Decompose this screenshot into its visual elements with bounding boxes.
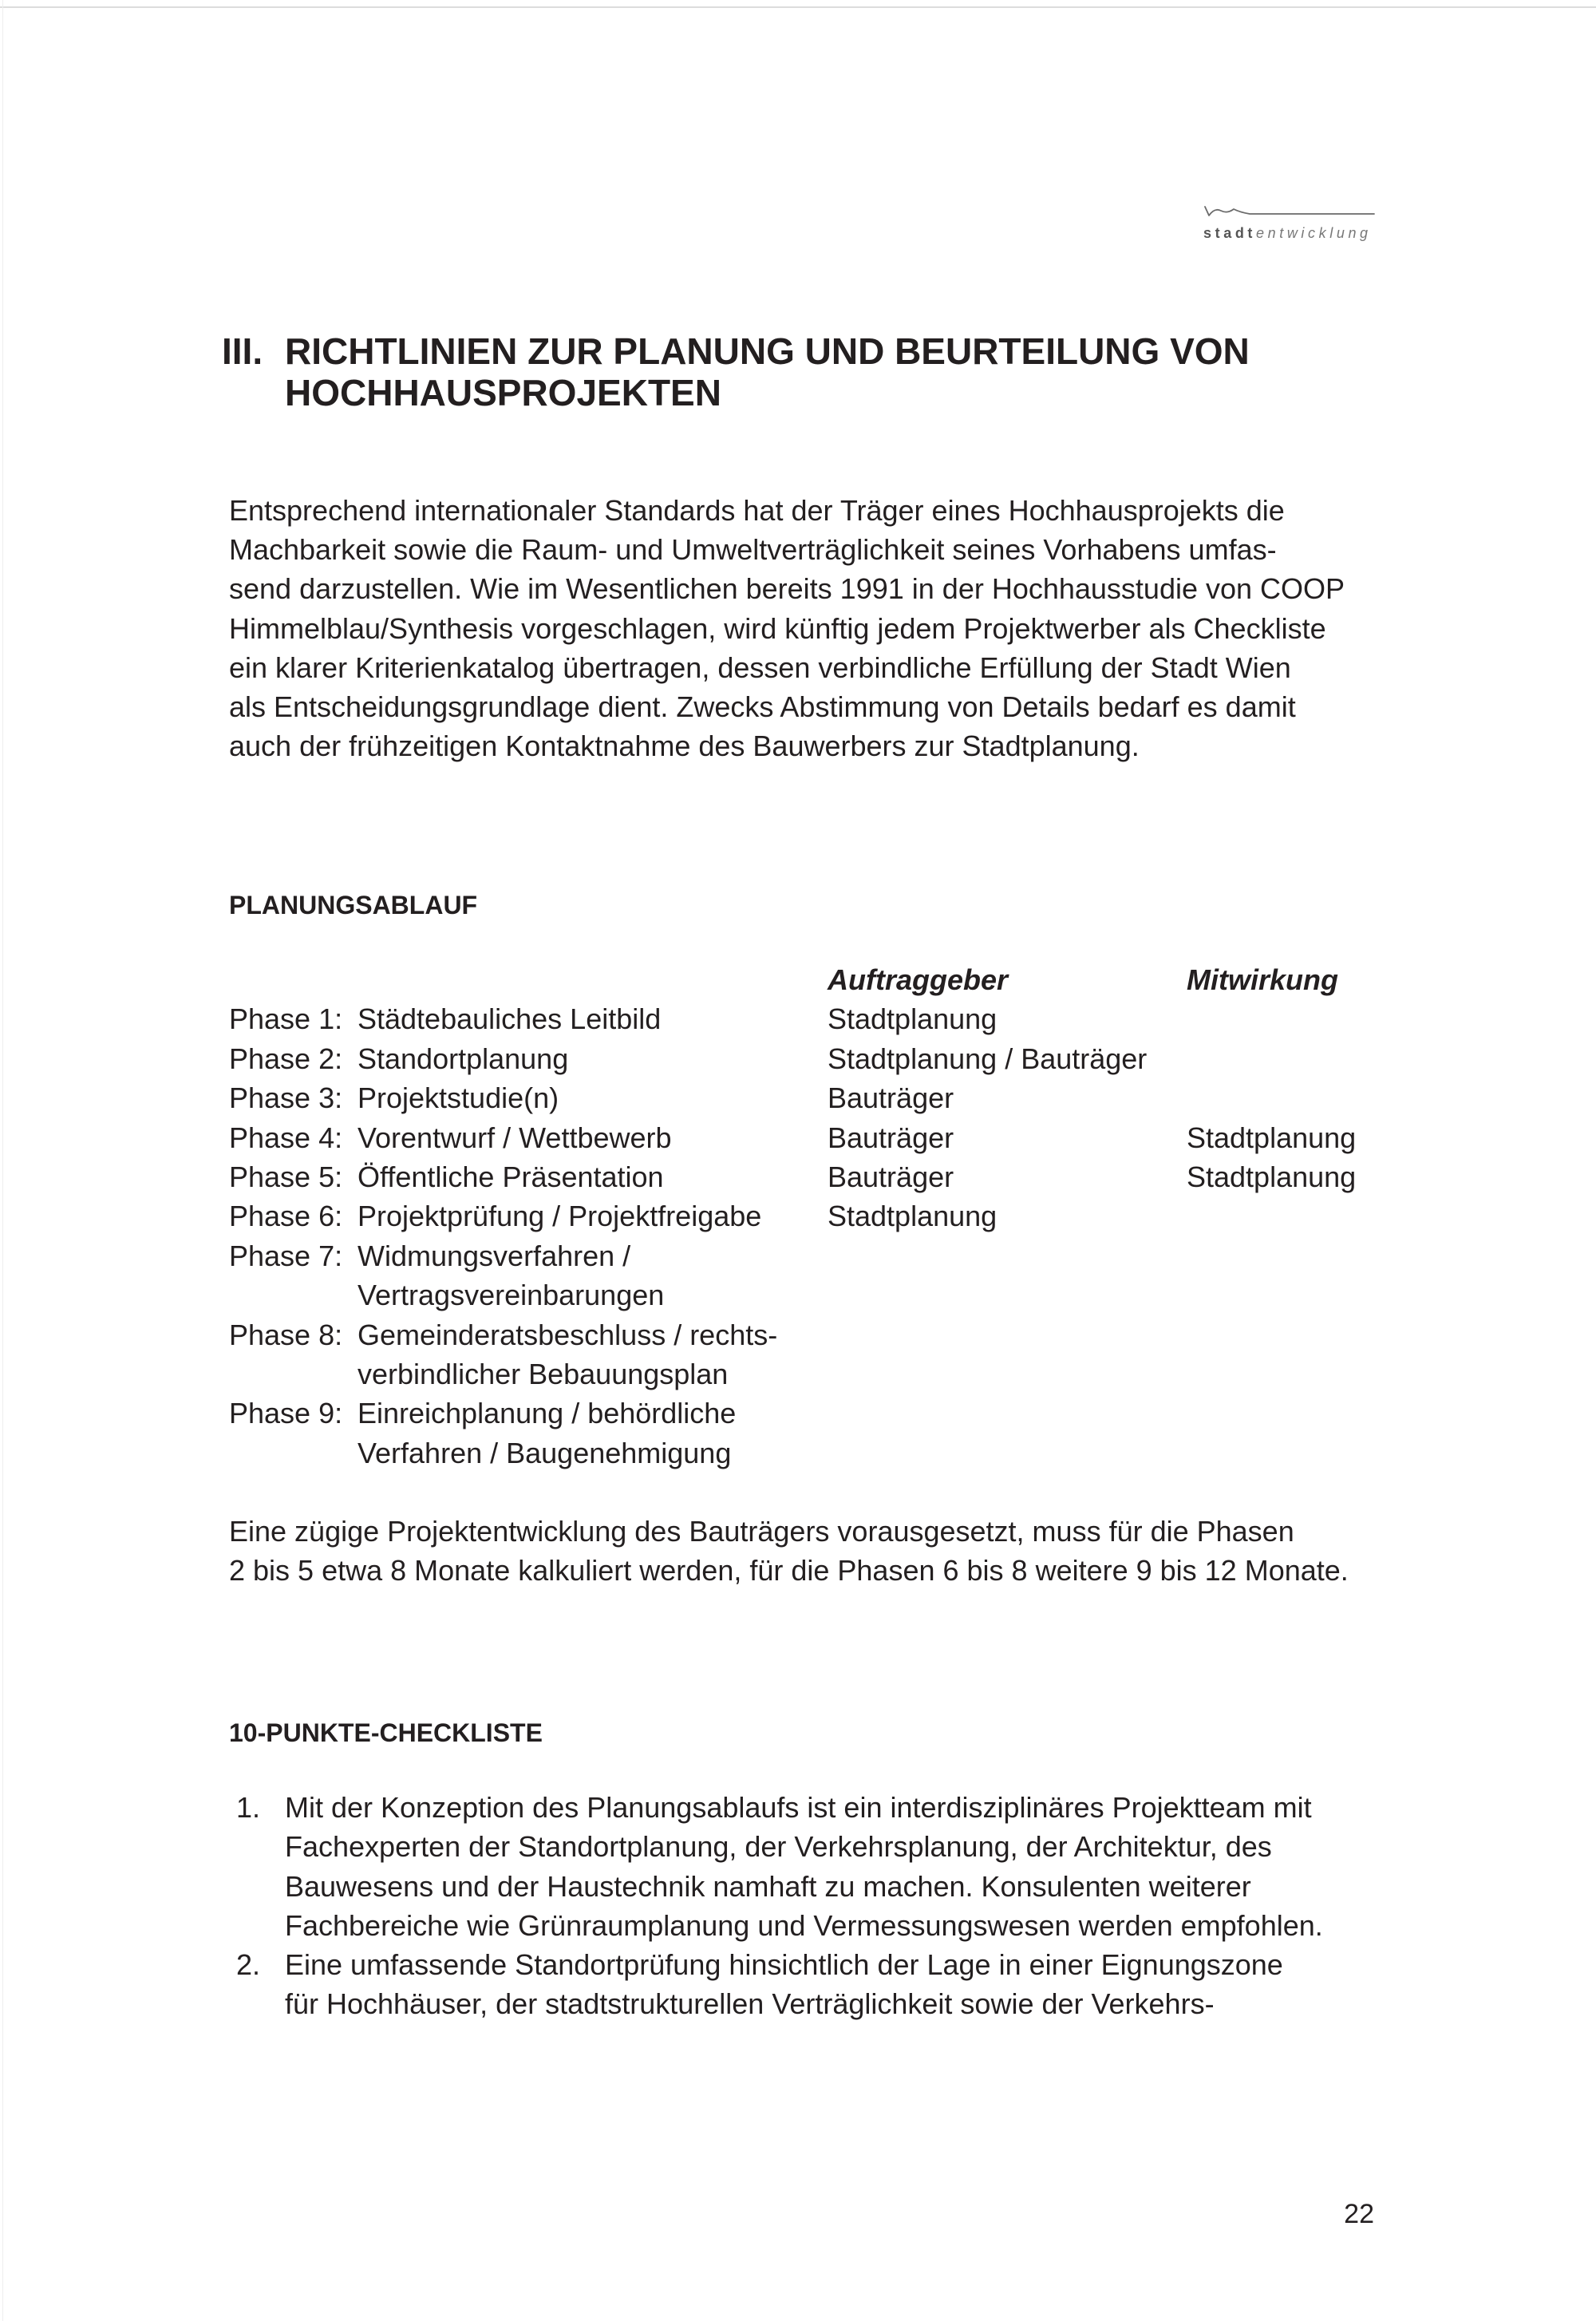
phase-auftraggeber bbox=[828, 1315, 1187, 1394]
text-line: Fachexperten der Standortplanung, der Verkehrsplanung, der Architektur, des bbox=[285, 1830, 1272, 1864]
phase-description bbox=[358, 1118, 828, 1157]
phase-label: Phase 4: bbox=[229, 1121, 343, 1154]
phase-description-line: Vertragsvereinbarungen bbox=[358, 1279, 665, 1312]
checklist bbox=[229, 1788, 1402, 2024]
scan-edge-line bbox=[0, 6, 1596, 8]
phase-mitwirkung bbox=[1187, 999, 1378, 1038]
section-title-checklist: 10-PUNKTE-CHECKLISTE bbox=[229, 1718, 543, 1747]
page-title bbox=[222, 330, 1250, 413]
list-item-number: 1. bbox=[235, 1791, 260, 1824]
phase-description-line: Verfahren / Baugenehmigung bbox=[358, 1436, 732, 1469]
text-line: Bauwesens und der Haustechnik namhaft zu machen. Konsulenten weiterer bbox=[285, 1869, 1251, 1903]
phase-description-line: Projektstudie(n) bbox=[358, 1081, 559, 1115]
page-title-line: HOCHHAUSPROJEKTEN bbox=[285, 372, 721, 413]
list-item-number: 2. bbox=[235, 1948, 260, 1982]
phase-mitwirkung bbox=[1187, 1394, 1378, 1473]
phase-description-line: Vorentwurf / Wettbewerb bbox=[358, 1121, 672, 1154]
text-line: 2 bis 5 etwa 8 Monate kalkuliert werden, für die Phasen 6 bis 8 weitere 9 bis 12 Monate. bbox=[229, 1554, 1349, 1588]
phase-label: Phase 6: bbox=[229, 1200, 343, 1233]
logo-wordmark-bold: stadt bbox=[1203, 225, 1257, 241]
stadtentwicklung-logo bbox=[1203, 204, 1376, 242]
text-line: auch der frühzeitigen Kontaktnahme des Bauwerbers zur Stadtplanung. bbox=[229, 730, 1140, 763]
phase-label: Phase 5: bbox=[229, 1160, 343, 1194]
phase-description bbox=[358, 1236, 828, 1315]
column-header-mitwirkung: Mitwirkung bbox=[1187, 963, 1338, 996]
phase-description bbox=[358, 1157, 828, 1196]
phase-mitwirkung bbox=[1187, 1196, 1378, 1236]
phase-label: Phase 7: bbox=[229, 1239, 343, 1272]
phase-auftraggeber: Bauträger bbox=[828, 1121, 954, 1154]
phase-auftraggeber: Stadtplanung / Bauträger bbox=[828, 1042, 1148, 1075]
text-line: Machbarkeit sowie die Raum- und Umweltverträglichkeit seines Vorhabens umfas- bbox=[229, 533, 1277, 567]
phase-label: Phase 9: bbox=[229, 1397, 343, 1430]
text-line: für Hochhäuser, der stadtstrukturellen Verträglichkeit sowie der Verkehrs- bbox=[285, 1987, 1215, 2021]
phase-description bbox=[358, 1315, 828, 1394]
text-line: ein klarer Kriterienkatalog übertragen, dessen verbindliche Erfüllung der Stadt Wien bbox=[229, 650, 1291, 684]
phase-description-line: verbindlicher Bebauungsplan bbox=[358, 1358, 729, 1391]
scan-edge-line-left bbox=[2, 0, 3, 2321]
text-line: Fachbereiche wie Grünraumplanung und Vermessungswesen werden empfohlen. bbox=[285, 1908, 1323, 1942]
phase-auftraggeber: Stadtplanung bbox=[828, 1200, 998, 1233]
phase-description bbox=[358, 999, 828, 1038]
page-title-line: RICHTLINIEN ZUR PLANUNG UND BEURTEILUNG VON bbox=[285, 330, 1250, 372]
logo-wordmark-light: entwicklung bbox=[1256, 225, 1372, 241]
phase-mitwirkung: Stadtplanung bbox=[1187, 1160, 1357, 1194]
phase-auftraggeber: Bauträger bbox=[828, 1160, 954, 1194]
list-item-text bbox=[285, 1945, 1402, 2024]
phase-label: Phase 2: bbox=[229, 1042, 343, 1075]
phase-label: Phase 1: bbox=[229, 1002, 343, 1036]
phase-description-line: Einreichplanung / behördliche bbox=[358, 1397, 737, 1430]
text-line: Eine umfassende Standortprüfung hinsichtlich der Lage in einer Eignungszone bbox=[285, 1948, 1283, 1982]
timeline-note-paragraph bbox=[229, 1512, 1349, 1591]
intro-paragraph bbox=[229, 491, 1345, 765]
phase-description bbox=[358, 1394, 828, 1473]
phase-auftraggeber bbox=[828, 1394, 1187, 1473]
phase-mitwirkung bbox=[1187, 1039, 1378, 1078]
phase-label: Phase 8: bbox=[229, 1318, 343, 1351]
phase-auftraggeber bbox=[828, 1236, 1187, 1315]
logo-skyline-icon bbox=[1203, 204, 1376, 223]
phase-mitwirkung bbox=[1187, 1078, 1378, 1117]
list-item-text bbox=[285, 1788, 1402, 1945]
text-line: als Entscheidungsgrundlage dient. Zwecks Abstimmung von Details bedarf es damit bbox=[229, 690, 1296, 724]
phase-description-line: Widmungsverfahren / bbox=[358, 1239, 631, 1272]
phase-auftraggeber: Bauträger bbox=[828, 1081, 954, 1115]
chapter-number: III. bbox=[222, 330, 263, 372]
logo-wordmark bbox=[1203, 224, 1376, 242]
phase-mitwirkung bbox=[1187, 1236, 1378, 1315]
phase-description bbox=[358, 1078, 828, 1117]
list-item bbox=[229, 1945, 1402, 2024]
header-spacer bbox=[229, 960, 358, 999]
phase-description bbox=[358, 1039, 828, 1078]
header-spacer bbox=[358, 960, 828, 999]
phase-mitwirkung: Stadtplanung bbox=[1187, 1121, 1357, 1154]
list-item bbox=[229, 1788, 1402, 1945]
text-line: send darzustellen. Wie im Wesentlichen bereits 1991 in der Hochhausstudie von COOP bbox=[229, 572, 1345, 606]
phase-label: Phase 3: bbox=[229, 1081, 343, 1115]
phase-description-line: Städtebauliches Leitbild bbox=[358, 1002, 662, 1036]
text-line: Mit der Konzeption des Planungsablaufs ist ein interdisziplinäres Projektteam mit bbox=[285, 1791, 1312, 1824]
phase-description-line: Standortplanung bbox=[358, 1042, 569, 1075]
page-number: 22 bbox=[1344, 2199, 1374, 2229]
phase-description-line: Öffentliche Präsentation bbox=[358, 1160, 664, 1194]
column-header-auftraggeber: Auftraggeber bbox=[828, 963, 1009, 996]
page-title-text bbox=[285, 330, 1250, 413]
phase-description bbox=[358, 1196, 828, 1236]
phase-auftraggeber: Stadtplanung bbox=[828, 1002, 998, 1036]
text-line: Eine zügige Projektentwicklung des Bauträgers vorausgesetzt, muss für die Phasen bbox=[229, 1515, 1294, 1548]
section-title-planungsablauf: PLANUNGSABLAUF bbox=[229, 891, 478, 919]
phase-description-line: Gemeinderatsbeschluss / rechts- bbox=[358, 1318, 778, 1351]
phase-description-line: Projektprüfung / Projektfreigabe bbox=[358, 1200, 762, 1233]
phases-table bbox=[229, 960, 1378, 1473]
phase-mitwirkung bbox=[1187, 1315, 1378, 1394]
text-line: Entsprechend internationaler Standards hat der Träger eines Hochhausprojekts die bbox=[229, 494, 1285, 527]
text-line: Himmelblau/Synthesis vorgeschlagen, wird künftig jedem Projektwerber als Checkliste bbox=[229, 611, 1326, 645]
